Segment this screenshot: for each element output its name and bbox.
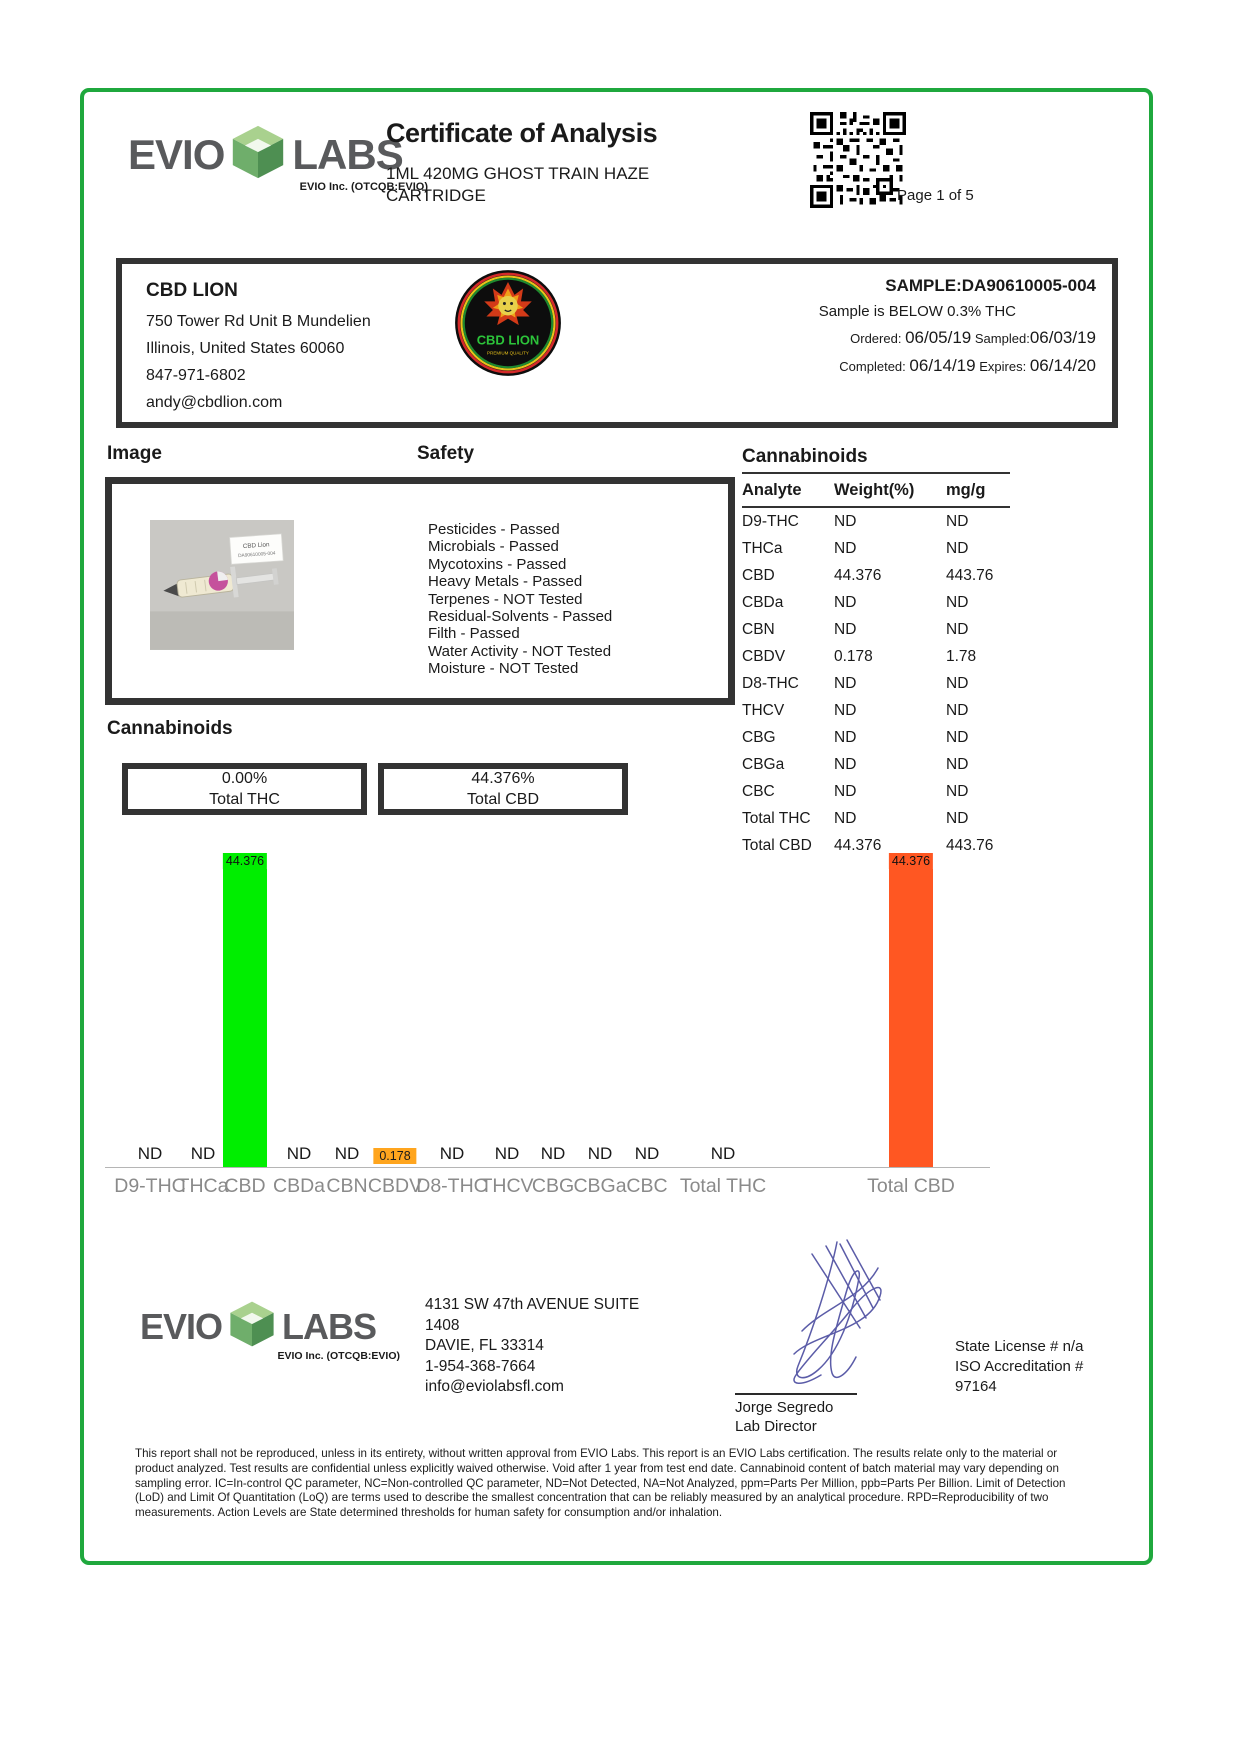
table-row — [742, 778, 1010, 805]
logo-word-labs: LABS — [292, 130, 403, 178]
analyte: CBDV — [742, 647, 786, 665]
weight-pct: ND — [834, 728, 857, 746]
logo-word-evio: EVIO — [140, 1305, 223, 1347]
svg-text:CBD LION: CBD LION — [476, 332, 540, 348]
sample-ordered-line — [819, 324, 1096, 352]
axis-label-cbg: CBG — [531, 1175, 575, 1197]
weight-pct: ND — [834, 701, 857, 719]
lab-phone: 1-954-368-7664 — [425, 1357, 536, 1375]
mg-g: 443.76 — [946, 836, 994, 854]
safety-item: Moisture - NOT Tested — [428, 660, 579, 678]
safety-item: Water Activity - NOT Tested — [428, 642, 612, 660]
client-phone: 847-971-6802 — [146, 367, 246, 384]
axis-label-d8-thc: D8-THC — [416, 1175, 488, 1197]
ordered-label: Ordered: — [850, 331, 902, 346]
table-row — [742, 670, 1010, 697]
axis-label-cbga: CBGa — [573, 1175, 627, 1197]
signer-block — [735, 1398, 833, 1436]
nd-label: ND — [710, 1144, 736, 1163]
safety-item: Microbials - Passed — [428, 538, 559, 556]
product-photo — [150, 520, 294, 650]
client-info — [146, 280, 371, 416]
mg-g: 443.76 — [946, 566, 994, 584]
sample-thc-note: Sample is BELOW 0.3% THC — [818, 303, 1016, 320]
document-title: Certificate of Analysis — [386, 118, 658, 148]
axis-label-thca: THCa — [177, 1175, 229, 1197]
expires-date: 06/14/20 — [1029, 356, 1096, 375]
mg-g: ND — [946, 728, 969, 746]
safety-item: Residual-Solvents - Passed — [428, 608, 613, 626]
col-mgg: mg/g — [946, 481, 986, 499]
table-row — [742, 643, 1010, 670]
weight-pct: ND — [834, 620, 857, 638]
logo-word-labs: LABS — [282, 1305, 377, 1347]
safety-item: Filth - Passed — [428, 625, 520, 643]
chart-slot-cbn — [325, 851, 369, 1167]
lab-email: info@eviolabsfl.com — [425, 1378, 564, 1395]
mg-g: ND — [946, 593, 969, 611]
cbd-lion-logo — [454, 269, 562, 377]
nd-label: ND — [334, 1144, 360, 1163]
sample-id-value: DA90610005-004 — [961, 276, 1096, 295]
sample-id-label: SAMPLE: — [885, 276, 962, 295]
table-row — [742, 724, 1010, 751]
signer-name: Jorge Segredo — [735, 1399, 834, 1416]
signature-line — [735, 1393, 857, 1395]
image-section-heading: Image — [107, 443, 162, 464]
cannabinoid-table — [742, 481, 1010, 859]
nd-label: ND — [286, 1144, 312, 1163]
total-cbd-label: Total CBD — [466, 791, 540, 808]
analyte: D8-THC — [742, 674, 799, 692]
chart-slot-total-thc — [701, 851, 745, 1167]
safety-item: Pesticides - Passed — [428, 521, 560, 538]
analyte: D9-THC — [742, 512, 799, 530]
axis-label-cbn: CBN — [326, 1175, 368, 1197]
weight-pct: ND — [834, 782, 857, 800]
analyte: CBGa — [742, 755, 785, 773]
cannabinoids-chart-heading: Cannabinoids — [107, 718, 233, 739]
table-row — [742, 562, 1010, 589]
table-row — [742, 697, 1010, 724]
table-row — [742, 616, 1010, 643]
client-name: CBD LION — [146, 280, 238, 301]
iso-number: 97164 — [955, 1378, 997, 1395]
weight-pct: ND — [834, 674, 857, 692]
axis-label-cbd: CBD — [224, 1175, 266, 1197]
table-row — [742, 508, 1010, 535]
iso-accreditation: ISO Accreditation # — [955, 1358, 1084, 1375]
sampled-label: Sampled: — [974, 331, 1030, 346]
weight-pct: 44.376 — [834, 566, 882, 584]
weight-pct: ND — [834, 593, 857, 611]
logo-word-evio: EVIO — [128, 130, 225, 178]
bar-value-label: 44.376 — [889, 853, 933, 869]
mg-g: 1.78 — [946, 647, 977, 665]
chart-slot-cbg — [531, 851, 575, 1167]
analyte: CBDa — [742, 593, 784, 611]
mg-g: ND — [946, 512, 969, 530]
weight-pct: 44.376 — [834, 836, 882, 854]
completed-date: 06/14/19 — [909, 356, 976, 375]
nd-label: ND — [137, 1144, 163, 1163]
mg-g: ND — [946, 809, 969, 827]
mg-g: ND — [946, 620, 969, 638]
analyte: CBN — [742, 620, 775, 638]
sample-id — [819, 276, 1096, 296]
analyte: CBG — [742, 728, 776, 746]
axis-label-cbda: CBDa — [272, 1175, 326, 1197]
ordered-date: 06/05/19 — [905, 328, 972, 347]
table-row — [742, 535, 1010, 562]
chart-slot-cbdv — [373, 851, 417, 1167]
logo-tagline: EVIO Inc. (OTCQB:EVIO) — [277, 1350, 400, 1362]
sample-info — [819, 276, 1096, 380]
weight-pct: ND — [834, 809, 857, 827]
cannabinoid-bar-chart — [105, 851, 990, 1168]
chart-category-axis — [105, 1175, 990, 1201]
evio-labs-logo — [128, 124, 428, 193]
evio-cube-icon — [228, 1300, 276, 1353]
weight-pct: ND — [834, 755, 857, 773]
safety-item: Mycotoxins - Passed — [428, 555, 567, 573]
axis-label-total-cbd: Total CBD — [867, 1175, 955, 1197]
chart-slot-thca — [181, 851, 225, 1167]
total-thc-box — [122, 763, 367, 815]
nd-label: ND — [494, 1144, 520, 1163]
chart-slot-cbc — [625, 851, 669, 1167]
bar-CBD — [223, 869, 267, 1167]
chart-slot-d9-thc — [128, 851, 172, 1167]
total-thc-value: 0.00% — [221, 770, 268, 787]
cannabinoid-table-header — [742, 481, 1010, 508]
state-license: State License # n/a — [955, 1338, 1084, 1355]
chart-slot-total-cbd — [889, 851, 933, 1167]
client-email: andy@cbdlion.com — [146, 394, 283, 411]
bar-Total CBD — [889, 869, 933, 1167]
legal-disclaimer: This report shall not be reproduced, unless in its entirety, without written approval from EVIO Labs. This report is an EVIO Labs certification. The results relate only to the material or product analyzed. Test results are confidential unless explicitly waived otherwise. Void after 1 year from test end date. Cannabinoid content of batch material may vary depending on sampling error. IC=In-control QC parameter, NC=Non-controlled QC parameter, ND=Not Detected, NA=Not Analyzed, ppm=Parts Per Million, ppb=Parts Per Billion. Limit of Detection (LoD) and Limit Of Quantitation (LoQ) are terms used to describe the smallest concentration that can be reliably measured by an analytical procedure. RPD=Reproducibility of two measurements. Action Levels are State determined thresholds for human safety for consumption and/or inhalation. — [135, 1447, 1066, 1520]
logo-tagline: EVIO Inc. (OTCQB:EVIO) — [299, 181, 428, 193]
nd-label: ND — [540, 1144, 566, 1163]
page-number: Page 1 of 5 — [897, 187, 974, 204]
svg-text:PREMIUM QUALITY: PREMIUM QUALITY — [487, 350, 529, 356]
weight-pct: ND — [834, 512, 857, 530]
safety-section-heading: Safety — [417, 443, 475, 464]
sample-completed-line — [819, 352, 1096, 380]
product-name: 1ML 420MG GHOST TRAIN HAZE CARTRIDGE — [386, 164, 650, 205]
license-block — [955, 1337, 1083, 1397]
lab-street: 4131 SW 47th AVENUE SUITE 1408 — [425, 1296, 640, 1334]
safety-item: Heavy Metals - Passed — [428, 573, 583, 591]
analyte: CBC — [742, 782, 775, 800]
nd-label: ND — [439, 1144, 465, 1163]
analyte: Total THC — [742, 809, 811, 827]
analyte: Total CBD — [742, 836, 812, 854]
chart-slot-cbda — [277, 851, 321, 1167]
weight-pct: 0.178 — [834, 647, 873, 665]
total-thc-label: Total THC — [209, 791, 280, 808]
mg-g: ND — [946, 701, 969, 719]
analyte: CBD — [742, 566, 775, 584]
mg-g: ND — [946, 782, 969, 800]
table-row — [742, 751, 1010, 778]
table-row — [742, 589, 1010, 616]
chart-slot-cbga — [578, 851, 622, 1167]
analyte: THCa — [742, 539, 783, 557]
completed-label: Completed: — [839, 359, 906, 374]
client-sample-box — [116, 258, 1118, 428]
svg-text:DA90610005-004: DA90610005-004 — [237, 551, 276, 560]
total-cbd-box — [378, 763, 628, 815]
safety-results-list — [428, 521, 612, 678]
evio-labs-footer-logo — [140, 1300, 400, 1362]
image-safety-box — [105, 477, 735, 705]
mg-g: ND — [946, 755, 969, 773]
safety-item: Terpenes - NOT Tested — [428, 590, 583, 608]
lab-address-block — [425, 1295, 643, 1398]
analyte: THCV — [742, 701, 785, 719]
chart-slot-cbd — [223, 851, 267, 1167]
col-weight: Weight(%) — [834, 481, 915, 499]
axis-label-total-thc: Total THC — [679, 1175, 767, 1197]
bar-value-label: 0.178 — [373, 1148, 416, 1164]
lab-director-signature — [742, 1236, 917, 1399]
svg-text:CBD Lion: CBD Lion — [242, 541, 270, 551]
client-address-line2: Illinois, United States 60060 — [146, 340, 345, 357]
expires-label: Expires: — [979, 359, 1027, 374]
client-address-line1: 750 Tower Rd Unit B Mundelien — [146, 313, 371, 330]
bar-value-label: 44.376 — [223, 853, 267, 869]
weight-pct: ND — [834, 539, 857, 557]
axis-label-thcv: THCV — [480, 1175, 534, 1197]
qr-code — [810, 112, 906, 208]
mg-g: ND — [946, 539, 969, 557]
sampled-date: 06/03/19 — [1029, 328, 1096, 347]
chart-slot-thcv — [485, 851, 529, 1167]
col-analyte: Analyte — [742, 481, 802, 499]
nd-label: ND — [190, 1144, 216, 1163]
nd-label: ND — [634, 1144, 660, 1163]
nd-label: ND — [587, 1144, 613, 1163]
axis-label-cbc: CBC — [626, 1175, 668, 1197]
cannabinoids-table-heading: Cannabinoids — [742, 446, 1010, 474]
signer-title: Lab Director — [735, 1418, 817, 1435]
axis-label-d9-thc: D9-THC — [114, 1175, 186, 1197]
chart-slot-d8-thc — [430, 851, 474, 1167]
axis-label-cbdv: CBDV — [367, 1175, 423, 1197]
mg-g: ND — [946, 674, 969, 692]
evio-cube-icon — [230, 124, 286, 185]
total-cbd-value: 44.376% — [471, 770, 535, 787]
lab-city: DAVIE, FL 33314 — [425, 1337, 544, 1354]
table-row — [742, 805, 1010, 832]
